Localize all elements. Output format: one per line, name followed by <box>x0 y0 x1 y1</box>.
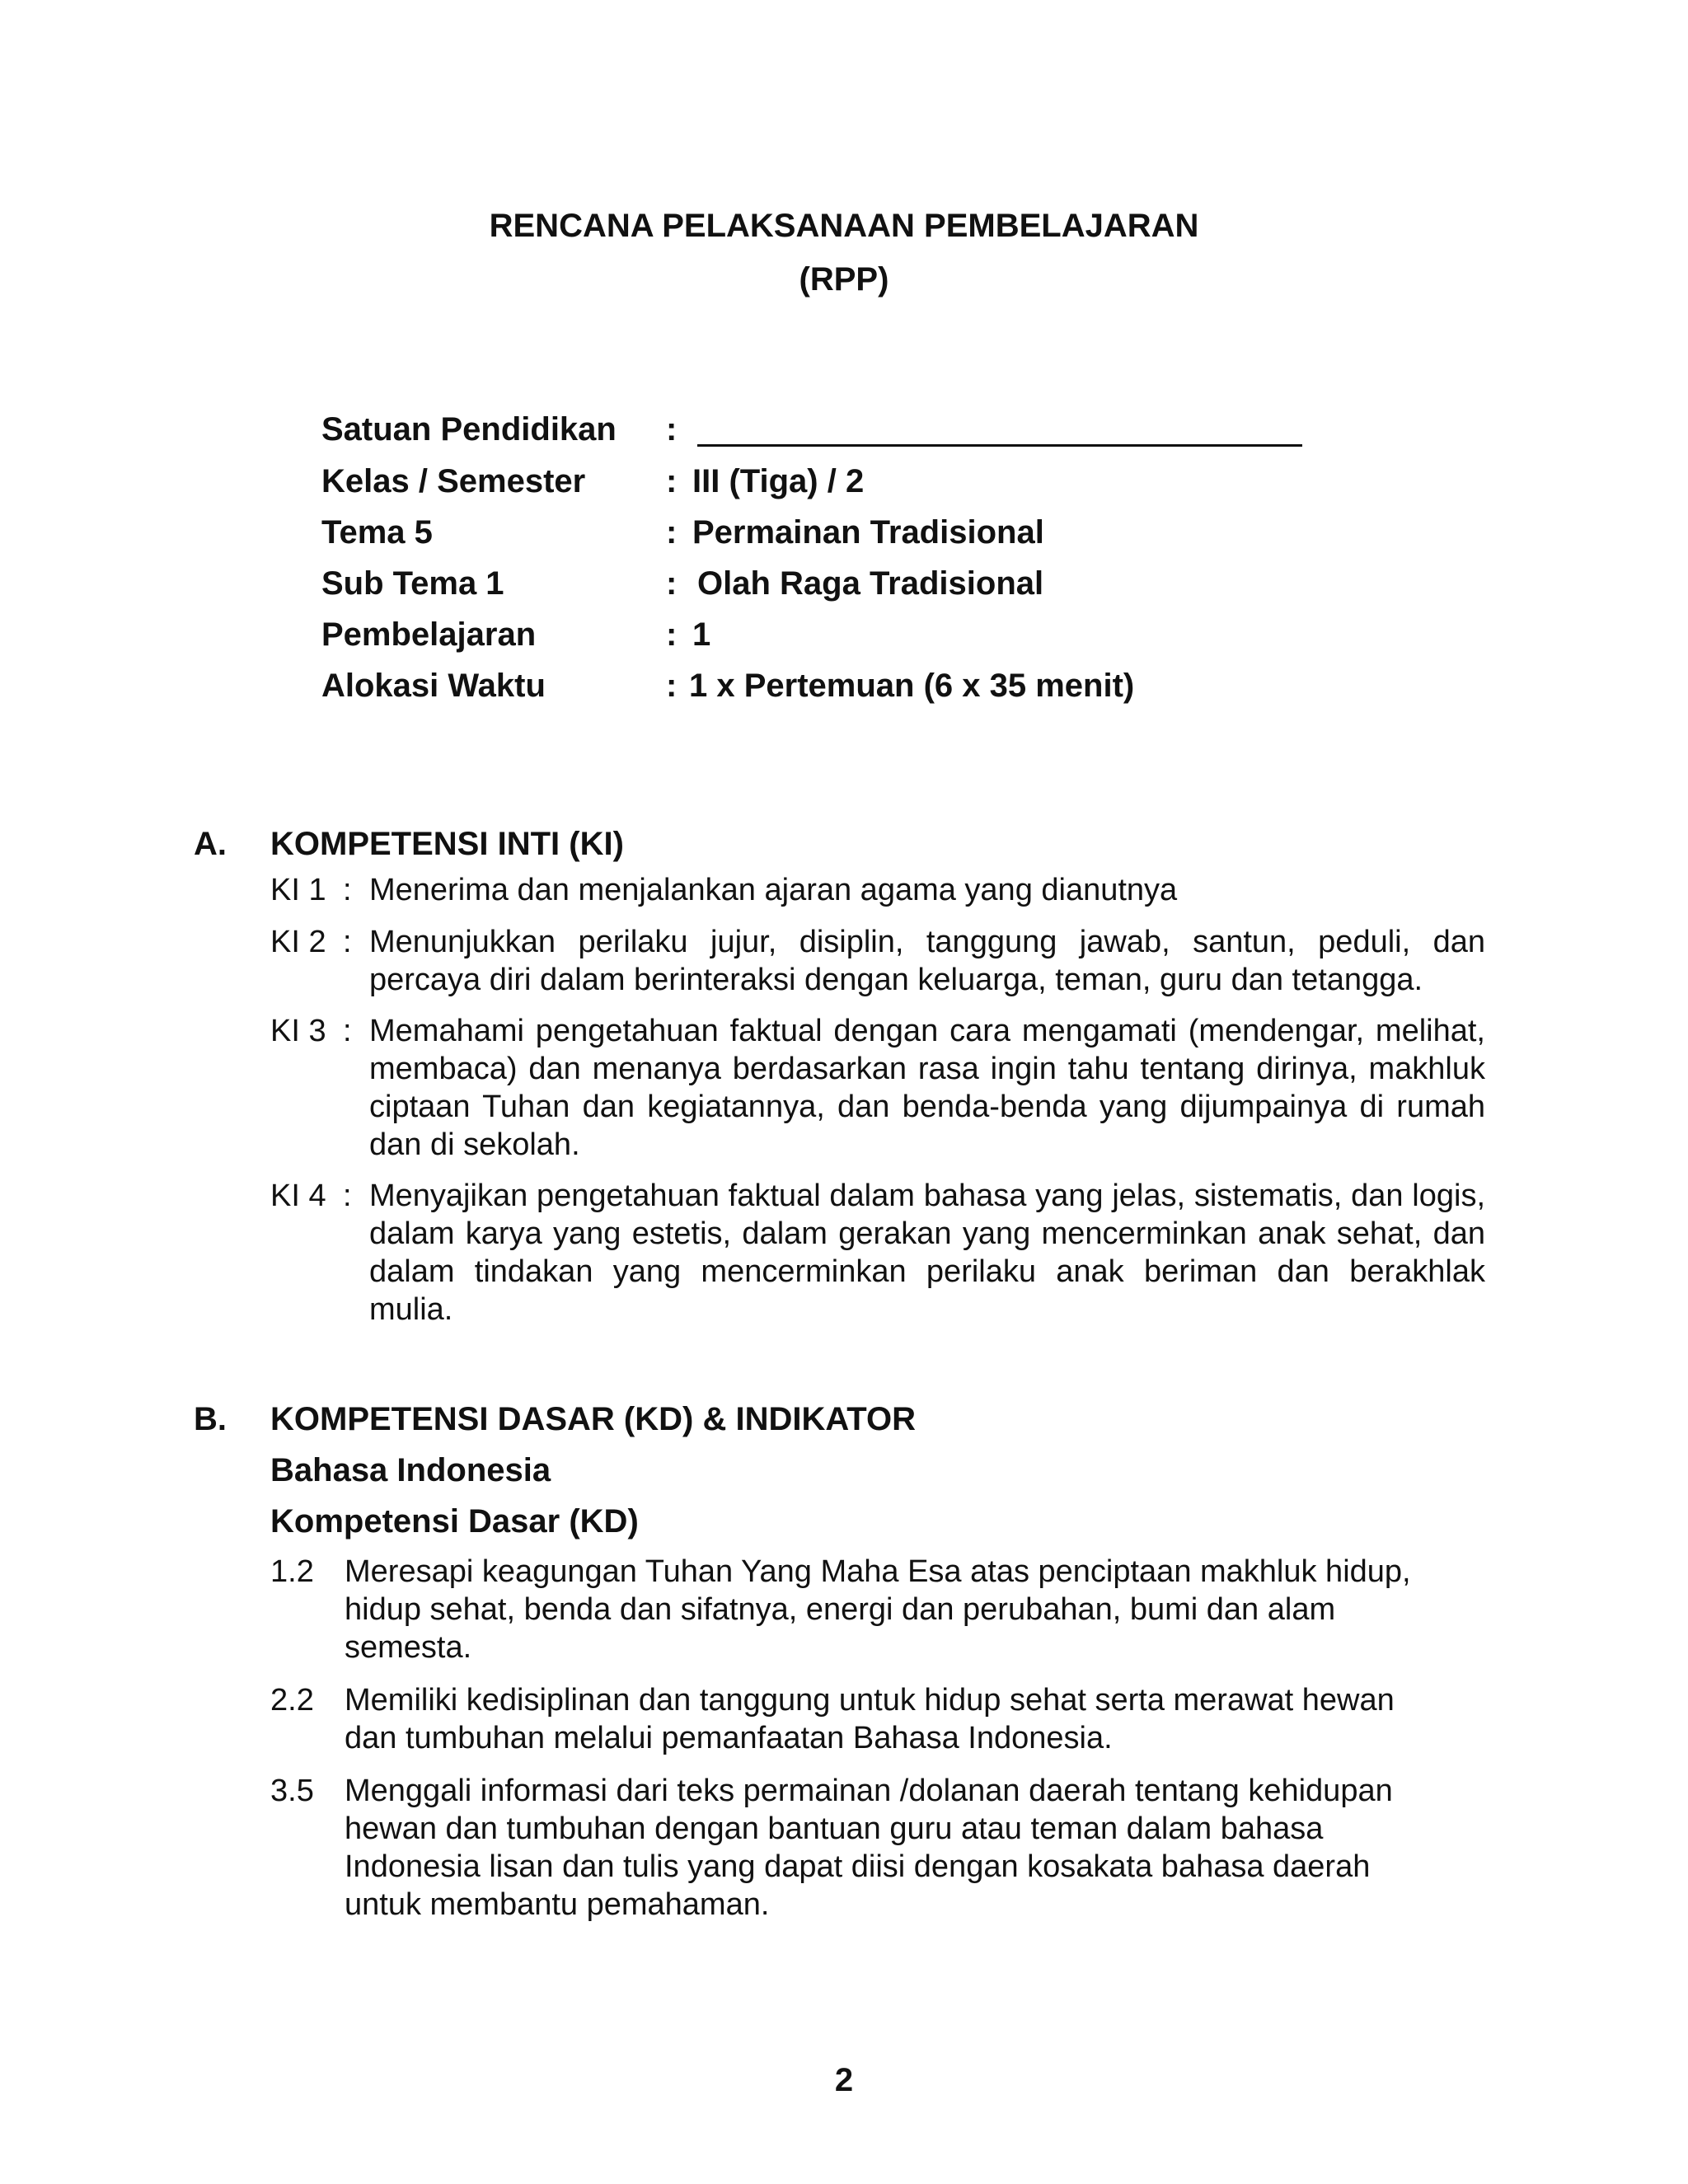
identity-colon: : <box>666 565 678 602</box>
ki-text: Menyajikan pengetahuan faktual dalam bahasa yang jelas, sistematis, dan logis, dalam karya yang estetis, dalam gerakan yang mencerminkan anak sehat, dan dalam tindakan yang mencerminkan perilaku anak beriman dan berakhlak mulia. <box>369 1179 1485 1327</box>
identity-value: 1 <box>692 616 711 653</box>
document-subtitle: (RPP) <box>799 261 889 298</box>
kd-text: Meresapi keagungan Tuhan Yang Maha Esa atas penciptaan makhluk hidup, hidup sehat, benda dan sifatnya, energi dan perubahan, bumi dan alam semesta. <box>345 1554 1411 1665</box>
identity-label: Tema 5 <box>321 514 433 551</box>
ki-text: Menerima dan menjalankan ajaran agama yang dianutnya <box>369 873 1178 907</box>
blank-fill-line <box>697 444 1302 447</box>
ki-separator: : <box>343 1014 352 1048</box>
kd-text: Menggali informasi dari teks permainan /dolanan daerah tentang kehidupan hewan dan tumbuhan dengan bantuan guru atau teman dalam bahasa Indonesia lisan dan tulis yang dapat diisi dengan kosakata bahasa daerah untuk membantu pemahaman. <box>345 1774 1393 1922</box>
identity-colon: : <box>666 463 678 499</box>
identity-label: Kelas / Semester <box>321 463 586 499</box>
kd-text: Memiliki kedisiplinan dan tanggung untuk hidup sehat serta merawat hewan dan tumbuhan melalui pemanfaatan Bahasa Indonesia. <box>345 1683 1395 1755</box>
kd-item <box>270 1681 1485 1757</box>
ki-item <box>270 1177 1485 1329</box>
kd-subheading: Kompetensi Dasar (KD) <box>270 1503 639 1540</box>
ki-code: KI 4 <box>270 1179 326 1213</box>
identity-label: Satuan Pendidikan <box>321 411 617 448</box>
identity-colon: : <box>666 616 678 653</box>
document-title: RENCANA PELAKSANAAN PEMBELAJARAN <box>489 208 1199 244</box>
ki-code: KI 1 <box>270 873 326 907</box>
ki-text: Menunjukkan perilaku jujur, disiplin, tanggung jawab, santun, peduli, dan percaya diri dalam berinteraksi dengan keluarga, teman, guru dan tetangga. <box>369 925 1485 997</box>
ki-code: KI 2 <box>270 925 326 959</box>
identity-value: III (Tiga) / 2 <box>692 463 865 499</box>
identity-colon: : <box>666 411 678 448</box>
identity-value: 1 x Pertemuan (6 x 35 menit) <box>689 668 1135 704</box>
identity-colon: : <box>666 514 678 551</box>
kd-number: 1.2 <box>270 1554 314 1589</box>
identity-colon: : <box>666 668 678 704</box>
ki-item <box>270 923 1485 999</box>
identity-value: Olah Raga Tradisional <box>697 565 1044 602</box>
identity-label: Pembelajaran <box>321 616 537 653</box>
kd-number: 2.2 <box>270 1683 314 1718</box>
page-number: 2 <box>834 2062 854 2098</box>
kd-item <box>270 1553 1485 1666</box>
ki-separator: : <box>343 925 352 959</box>
ki-text: Memahami pengetahuan faktual dengan cara mengamati (mendengar, melihat, membaca) dan menanya berdasarkan rasa ingin tahu tentang dirinya, makhluk ciptaan Tuhan dan kegiatannya, dan benda-benda yang dijumpainya di rumah dan di sekolah. <box>369 1014 1485 1162</box>
section-a-title: KOMPETENSI INTI (KI) <box>270 826 624 862</box>
section-a-letter: A. <box>194 826 227 862</box>
kd-number: 3.5 <box>270 1774 314 1808</box>
section-b-letter: B. <box>194 1401 227 1437</box>
identity-label: Alokasi Waktu <box>321 668 546 704</box>
ki-code: KI 3 <box>270 1014 326 1048</box>
ki-item <box>270 1012 1485 1164</box>
identity-label: Sub Tema 1 <box>321 565 504 602</box>
section-b-title: KOMPETENSI DASAR (KD) & INDIKATOR <box>270 1401 916 1437</box>
identity-value: Permainan Tradisional <box>692 514 1044 551</box>
ki-separator: : <box>343 1179 352 1213</box>
ki-item <box>270 871 1485 909</box>
ki-separator: : <box>343 873 352 907</box>
kd-item <box>270 1772 1485 1924</box>
subject-heading: Bahasa Indonesia <box>270 1452 551 1488</box>
